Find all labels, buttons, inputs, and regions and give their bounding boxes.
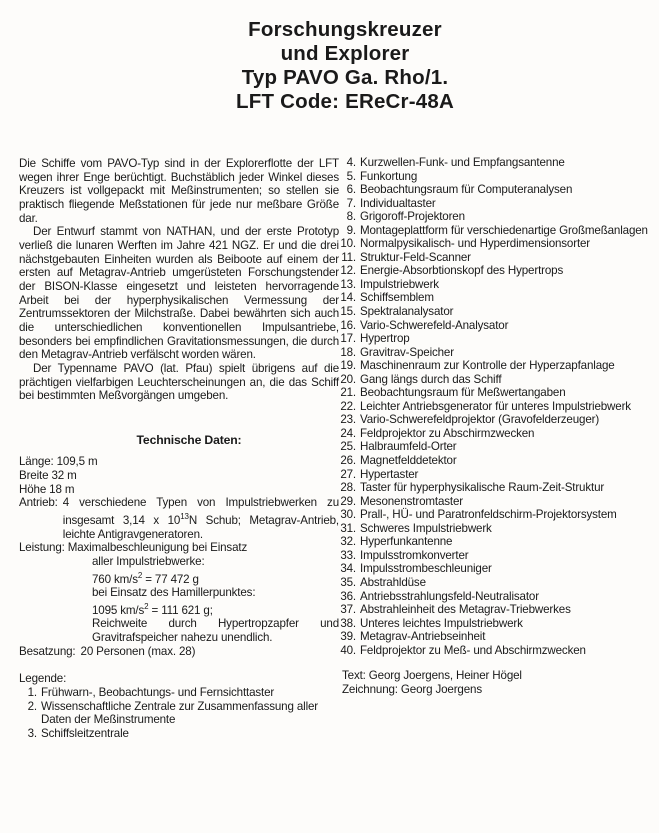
spec-drive-value <box>58 496 339 541</box>
legend-item-number: 27. <box>340 467 356 481</box>
legend-item-text: Abstrahldüse <box>360 575 426 589</box>
legend-item <box>338 359 654 373</box>
legend-item-text: Gravitrav-Speicher <box>360 345 454 359</box>
legend-item-text: Antriebsstrahlungsfeld-Neutralisator <box>360 589 539 603</box>
legend-item <box>338 400 654 414</box>
legend-item <box>338 549 654 563</box>
intro-paragraph: Der Entwurf stammt von NATHAN, und der erste Prototyp verließ die lunaren Werften im Jahre 421 NGZ. Er und die drei nächstgebauten Einheiten wurden als Beiboote auf einem der ersten auf Metagrav-Antrieb umgerüsteten Forschungstender der BISON-Klasse eingesetzt und leisteten hervorragende Arbeit bei der hyperphysikalischen Vermessung der Zentrumssektoren der Milchstraße. Dabei bewährten sich auch die unterschiedlichen konventionellen Impulsantriebe, besonders bei empfindlichen Gravitationsmessungen, die durch den Metagrav-Antrieb verfälscht worden wären. <box>19 225 339 362</box>
left-column <box>19 157 339 741</box>
spec-height: Höhe 18 m <box>19 482 75 496</box>
spec-drive-text: N Schub; Metagrav-Antrieb, leichte Antigravgeneratoren. <box>62 513 340 541</box>
legend-item-number: 6. <box>346 183 356 197</box>
legend-item-text: Kurzwellen-Funk- und Empfangsantenne <box>360 156 565 169</box>
legend-item-text: Halbraumfeld-Orter <box>360 440 457 454</box>
legend-item <box>338 305 654 319</box>
legend-item-text: Hypertaster <box>360 467 419 481</box>
spec-performance-line: Reichweite durch Hypertropzapfer und Gravitrafspeicher nahezu unendlich. <box>92 617 339 644</box>
legend-item-number: 3. <box>27 726 37 740</box>
intro-paragraph: Die Schiffe vom PAVO-Typ sind in der Explorerflotte der LFT wegen ihrer Enge berüchtigt. Buchstäblich jeder Winkel dieses Kreuzers ist vollgepackt mit Meßinstrumenten; so stellen sie praktisch fliegende Meßstationen für jede nur meßbare Größe dar. <box>19 157 339 225</box>
spec-length: Länge: 109,5 m <box>19 455 98 469</box>
legend-item-text: Taster für hyperphysikalische Raum-Zeit-Struktur <box>360 481 605 495</box>
spec-performance-line <box>92 569 339 587</box>
title-line: Forschungskreuzer <box>248 18 442 41</box>
legend-item-number: 19. <box>340 359 356 373</box>
legend-item-text: Vario-Schwerefeldprojektor (Gravofelderzeuger) <box>360 413 600 427</box>
legend-item-number: 21. <box>340 386 356 400</box>
legend-item-text: Prall-, HÜ- und Paratronfeldschirm-Projektorsystem <box>360 508 617 522</box>
credits-drawing: Zeichnung: Georg Joergens <box>342 682 482 696</box>
legend-item-number: 18. <box>340 345 356 359</box>
legend-item <box>338 278 654 292</box>
legend-item <box>338 197 654 211</box>
legend-item-text: Montageplattform für verschiedenartige Großmeßanlagen <box>360 223 648 237</box>
legend-item-number: 2. <box>27 699 37 713</box>
legend-item-number: 13. <box>340 277 356 291</box>
legend-item-number: 32. <box>340 535 356 549</box>
legend-item <box>338 386 654 400</box>
legend-item <box>338 251 654 265</box>
spec-performance-label: Leistung: <box>19 541 65 555</box>
legend-item-number: 11. <box>341 250 356 264</box>
legend-item <box>338 332 654 346</box>
legend-item-text: Grigoroff-Projektoren <box>360 210 465 224</box>
legend-item-text: Impulstriebwerk <box>360 277 439 291</box>
legend-item <box>338 468 654 482</box>
right-column <box>338 156 654 696</box>
legend-item <box>338 170 654 184</box>
legend-item-number: 4. <box>346 156 356 169</box>
legend-item-number: 8. <box>346 210 356 224</box>
spec-performance-text: = 77 472 g <box>142 572 199 586</box>
legend-item-text: Frühwarn-, Beobachtungs- und Fernsichttaster <box>41 685 275 699</box>
legend-item-number: 15. <box>340 305 356 319</box>
legend-item <box>338 617 654 631</box>
legend-item-number: 7. <box>346 196 356 210</box>
legend-item <box>338 535 654 549</box>
spec-width: Breite 32 m <box>19 469 77 483</box>
legend-item-number: 24. <box>340 426 356 440</box>
legend-item-number: 9. <box>346 223 356 237</box>
spec-performance-text: = 111 621 g; <box>148 603 213 617</box>
legend-item <box>338 427 654 441</box>
legend-item <box>19 727 339 741</box>
spec-crew-label: Besatzung: <box>19 644 76 658</box>
legend-item <box>338 224 654 238</box>
spec-performance-line <box>92 600 339 618</box>
legend-item <box>338 346 654 360</box>
legend-item-text: Spektralanalysator <box>360 305 454 319</box>
legend-item-text: Normalpysikalisch- und Hyperdimensionsorter <box>360 237 591 251</box>
legend-item-text: Impulsstrombeschleuniger <box>360 562 492 576</box>
legend-item <box>338 440 654 454</box>
legend-item <box>338 183 654 197</box>
legend-item-number: 33. <box>340 548 356 562</box>
legend-item <box>19 686 339 700</box>
legend-item-number: 40. <box>340 643 356 657</box>
legend-item <box>338 522 654 536</box>
legend-item <box>338 495 654 509</box>
legend-item-number: 14. <box>340 291 356 305</box>
legend-item-text: Impulsstromkonverter <box>360 548 469 562</box>
spec-crew-value: 20 Personen (max. 28) <box>80 644 196 658</box>
legend-item <box>338 630 654 644</box>
legend-item-number: 30. <box>340 508 356 522</box>
document-title <box>130 18 560 114</box>
legend-item-number: 5. <box>346 169 356 183</box>
legend-item-number: 25. <box>340 440 356 454</box>
spec-crew <box>19 645 339 659</box>
spec-performance-text: 760 km/s <box>92 572 138 586</box>
spec-drive-text: 4 verschiedene Typen von Impulstriebwerken zu insgesamt 3,14 x 10 <box>62 496 339 527</box>
legend-item <box>338 508 654 522</box>
legend-item-text: Vario-Schwerefeld-Analysator <box>360 318 509 332</box>
squared-superscript: 2 <box>137 570 143 580</box>
legend-item-text: Struktur-Feld-Scanner <box>360 250 471 264</box>
legend-item-number: 35. <box>340 575 356 589</box>
legend-item <box>338 237 654 251</box>
spec-performance-line: bei Einsatz des Hamillerpunktes: <box>92 586 256 600</box>
legend-item <box>338 373 654 387</box>
legend-list <box>19 686 339 741</box>
legend-item-text: Schweres Impulstriebwerk <box>360 521 492 535</box>
legend-item-text: Metagrav-Antriebseinheit <box>360 630 486 644</box>
legend-item <box>338 590 654 604</box>
legend-item-number: 29. <box>340 494 356 508</box>
legend-item <box>338 210 654 224</box>
legend-item <box>338 454 654 468</box>
legend-item-number: 34. <box>340 562 356 576</box>
legend-item-text: Funkortung <box>360 169 418 183</box>
legend-item-number: 39. <box>340 630 356 644</box>
intro-text <box>19 157 339 403</box>
legend-item-number: 17. <box>340 332 356 346</box>
legend-item-text: Schiffsemblem <box>360 291 434 305</box>
legend-item-text: Individualtaster <box>360 196 436 210</box>
legend-item <box>338 264 654 278</box>
credits <box>338 669 654 696</box>
spec-performance-line: Maximalbeschleunigung bei Einsatz <box>67 541 248 555</box>
legend-item-number: 38. <box>340 616 356 630</box>
title-line: Typ PAVO Ga. Rho/1. <box>241 66 449 89</box>
legend-item-text: Leichter Antriebsgenerator für unteres Impulstriebwerk <box>360 399 631 413</box>
legend-item-number: 28. <box>340 481 356 495</box>
legend-item-number: 12. <box>340 264 356 278</box>
legend-item-text: Gang längs durch das Schiff <box>360 372 502 386</box>
legend-item-number: 20. <box>340 372 356 386</box>
legend-item <box>19 700 339 727</box>
legend-item-text: Mesonenstromtaster <box>360 494 463 508</box>
legend-item-text: Maschinenraum zur Kontrolle der Hyperzapfanlage <box>360 359 615 373</box>
spec-performance <box>19 541 339 555</box>
legend-item-text: Feldprojektor zu Abschirmzwecken <box>360 426 535 440</box>
credits-text: Text: Georg Joergens, Heiner Högel <box>342 669 522 683</box>
legend-item-text: Hypertrop <box>360 332 410 346</box>
legend-item-text: Unteres leichtes Impulstriebwerk <box>360 616 523 630</box>
legend-item <box>338 319 654 333</box>
legend-item <box>338 481 654 495</box>
title-line: LFT Code: EReCr-48A <box>236 90 454 113</box>
spec-drive-exponent: 13 <box>180 512 189 522</box>
legend-item-text: Energie-Absorbtionskopf des Hypertrops <box>360 264 564 278</box>
legend-item <box>338 603 654 617</box>
spec-performance-text: 1095 km/s <box>92 603 145 617</box>
legend-item-text: Hyperfunkantenne <box>360 535 453 549</box>
tech-data-heading: Technische Daten: <box>136 432 242 447</box>
spec-drive-label: Antrieb: <box>19 496 58 510</box>
legend-item-number: 10. <box>340 237 356 251</box>
legend-item-number: 31. <box>340 521 356 535</box>
legend-item-text: Feldprojektor zu Meß- und Abschirmzwecken <box>360 643 586 657</box>
legend-item-text: Wissenschaftliche Zentrale zur Zusammenfassung aller Daten der Meßinstrumente <box>41 699 319 727</box>
legend-list <box>338 156 654 657</box>
legend-item <box>338 576 654 590</box>
legend-item <box>338 413 654 427</box>
legend-item-number: 16. <box>340 318 356 332</box>
legend-item <box>338 562 654 576</box>
spec-drive <box>19 496 339 541</box>
legend-item-number: 37. <box>340 603 356 617</box>
legend-item-text: Abstrahleinheit des Metagrav-Triebwerkes <box>360 603 571 617</box>
legend-item-text: Schiffsleitzentrale <box>41 726 129 740</box>
legend-item-number: 1. <box>27 685 37 699</box>
spec-performance-line: aller Impulstriebwerke: <box>92 554 205 568</box>
intro-paragraph: Der Typenname PAVO (lat. Pfau) spielt übrigens auf die prächtigen vielfarbigen Leuchterscheinungen an, die das Schiff bei bestimmten Meßvorgängen umgeben. <box>19 361 339 403</box>
legend-item <box>338 156 654 170</box>
legend-item <box>338 644 654 658</box>
legend-item-number: 22. <box>340 399 356 413</box>
legend-item-text: Beobachtungsraum für Computeranalysen <box>360 183 573 197</box>
title-line: und Explorer <box>280 42 410 65</box>
legend-item-text: Beobachtungsraum für Meßwertangaben <box>360 386 566 400</box>
legend-item <box>338 291 654 305</box>
squared-superscript: 2 <box>144 601 149 611</box>
legend-heading: Legende: <box>19 672 67 686</box>
legend-item-text: Magnetfelddetektor <box>360 454 457 468</box>
legend-item-number: 23. <box>340 413 356 427</box>
legend-item-number: 36. <box>340 589 356 603</box>
legend-item-number: 26. <box>340 454 356 468</box>
